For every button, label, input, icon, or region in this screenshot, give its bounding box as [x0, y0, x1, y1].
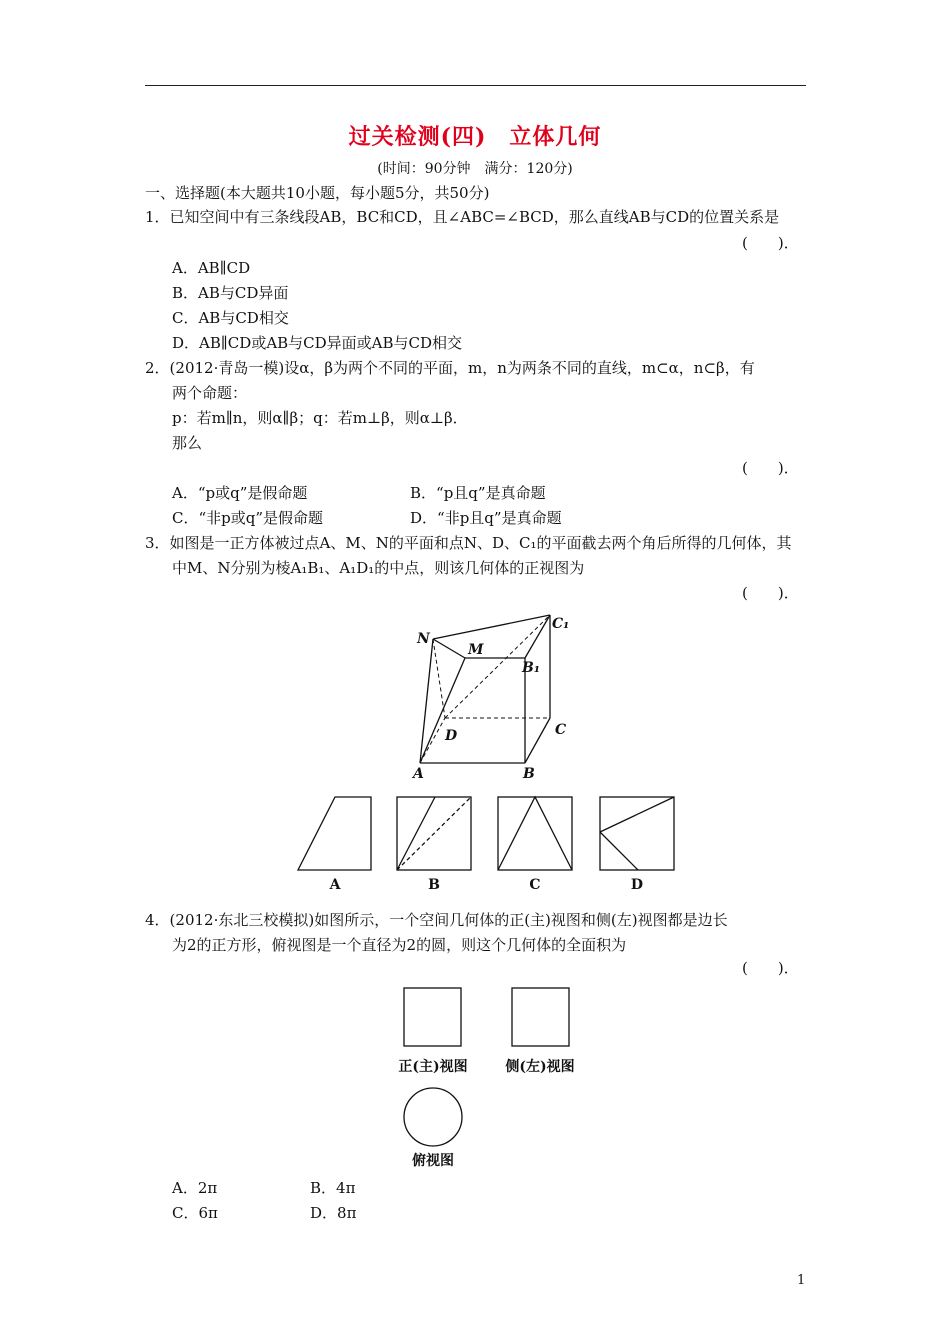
page-subtitle: (时间：90分钟 满分：120分) [377, 161, 573, 177]
q1-option-c: C．AB与CD相交 [172, 309, 289, 327]
page-number: 1 [797, 1273, 806, 1288]
label-d: D [445, 728, 458, 744]
q4-option-c: C．6π [172, 1204, 218, 1222]
choice-b-dashed-line [397, 797, 471, 870]
q3-answer-paren: ( )． [742, 584, 799, 602]
label-b: B [523, 766, 535, 782]
edge-nm [433, 639, 465, 658]
q4-stem-line2: 为2的正方形，俯视图是一个直径为2的圆，则这个几何体的全面积为 [172, 936, 627, 954]
choice-d-square [600, 797, 674, 870]
q4-stem-line1: 4．(2012·东北三校模拟)如图所示，一个空间几何体的正(主)视图和侧(左)视图都是边长 [145, 911, 728, 929]
q4-answer-paren: ( )． [742, 959, 799, 977]
q2-stem-line2: 两个命题： [172, 384, 248, 402]
q1-stem: 1．已知空间中有三条线段AB，BC和CD，且∠ABC=∠BCD，那么直线AB与CD的位置关系是 [145, 208, 780, 226]
q4-three-views [390, 985, 590, 1170]
choice-d-line2 [600, 832, 638, 870]
edge-na [420, 639, 433, 763]
label-c: C [555, 722, 567, 738]
q1-option-a: A．AB∥CD [172, 259, 251, 277]
edge-bc [525, 718, 550, 763]
side-view-square [512, 988, 569, 1046]
q2-stem-line1: 2．(2012·青岛一模)设α，β为两个不同的平面，m，n为两条不同的直线，m⊂α，n⊂β，有 [145, 359, 755, 377]
edge-nd-hidden [433, 639, 445, 718]
q4-option-a: A．2π [172, 1179, 218, 1197]
q1-option-b: B．AB与CD异面 [172, 284, 289, 302]
front-view-square [404, 988, 461, 1046]
choice-c-triangle [498, 797, 572, 870]
q2-option-b: B．“p且q”是真命题 [410, 484, 546, 502]
choice-label-b: B [428, 877, 440, 893]
edge-nc1 [433, 615, 550, 639]
header-rule [145, 85, 806, 86]
q4-option-d: D．8π [310, 1204, 357, 1222]
choice-label-a: A [329, 877, 341, 893]
choice-b-solid-line [397, 797, 435, 870]
label-n: N [417, 631, 430, 647]
label-m: M [468, 642, 484, 658]
page-title: 过关检测(四) 立体几何 [348, 124, 602, 150]
choice-label-d: D [630, 877, 644, 893]
q4-option-b: B．4π [310, 1179, 356, 1197]
q2-stem-line4: 那么 [172, 434, 203, 452]
q2-propositions: p：若m∥n，则α∥β；q：若m⊥β，则α⊥β． [172, 409, 468, 427]
choice-a-shape [298, 797, 371, 870]
q2-option-a: A．“p或q”是假命题 [172, 484, 308, 502]
label-b1: B₁ [522, 660, 540, 676]
q2-option-c: C．“非p或q”是假命题 [172, 509, 324, 527]
edge-ma [420, 658, 465, 763]
q3-stem-line1: 3．如图是一正方体被过点A、M、N的平面和点N、D、C₁的平面截去两个角后所得的几何体，其 [145, 534, 792, 552]
edge-b1c1 [525, 615, 550, 658]
top-view-label: 俯视图 [412, 1153, 454, 1169]
top-view-circle [404, 1088, 462, 1146]
q3-choice-views [295, 795, 680, 895]
q1-answer-paren: ( )． [742, 234, 799, 252]
choice-d-line1 [600, 797, 674, 832]
choice-c-square [498, 797, 572, 870]
section-heading: 一、选择题(本大题共10小题，每小题5分，共50分) [145, 184, 490, 202]
side-view-label: 侧(左)视图 [505, 1059, 575, 1075]
q2-option-d: D．“非p且q”是真命题 [410, 509, 562, 527]
label-c1: C₁ [552, 616, 570, 632]
q1-option-d: D．AB∥CD或AB与CD异面或AB与CD相交 [172, 334, 463, 352]
choice-label-c: C [529, 877, 541, 893]
label-a: A [413, 766, 424, 782]
q3-stem-line2: 中M、N分别为棱A₁B₁、A₁D₁的中点，则该几何体的正视图为 [172, 559, 585, 577]
front-view-label: 正(主)视图 [398, 1059, 468, 1075]
q2-answer-paren: ( )． [742, 459, 799, 477]
q3-cube-figure [405, 610, 585, 785]
